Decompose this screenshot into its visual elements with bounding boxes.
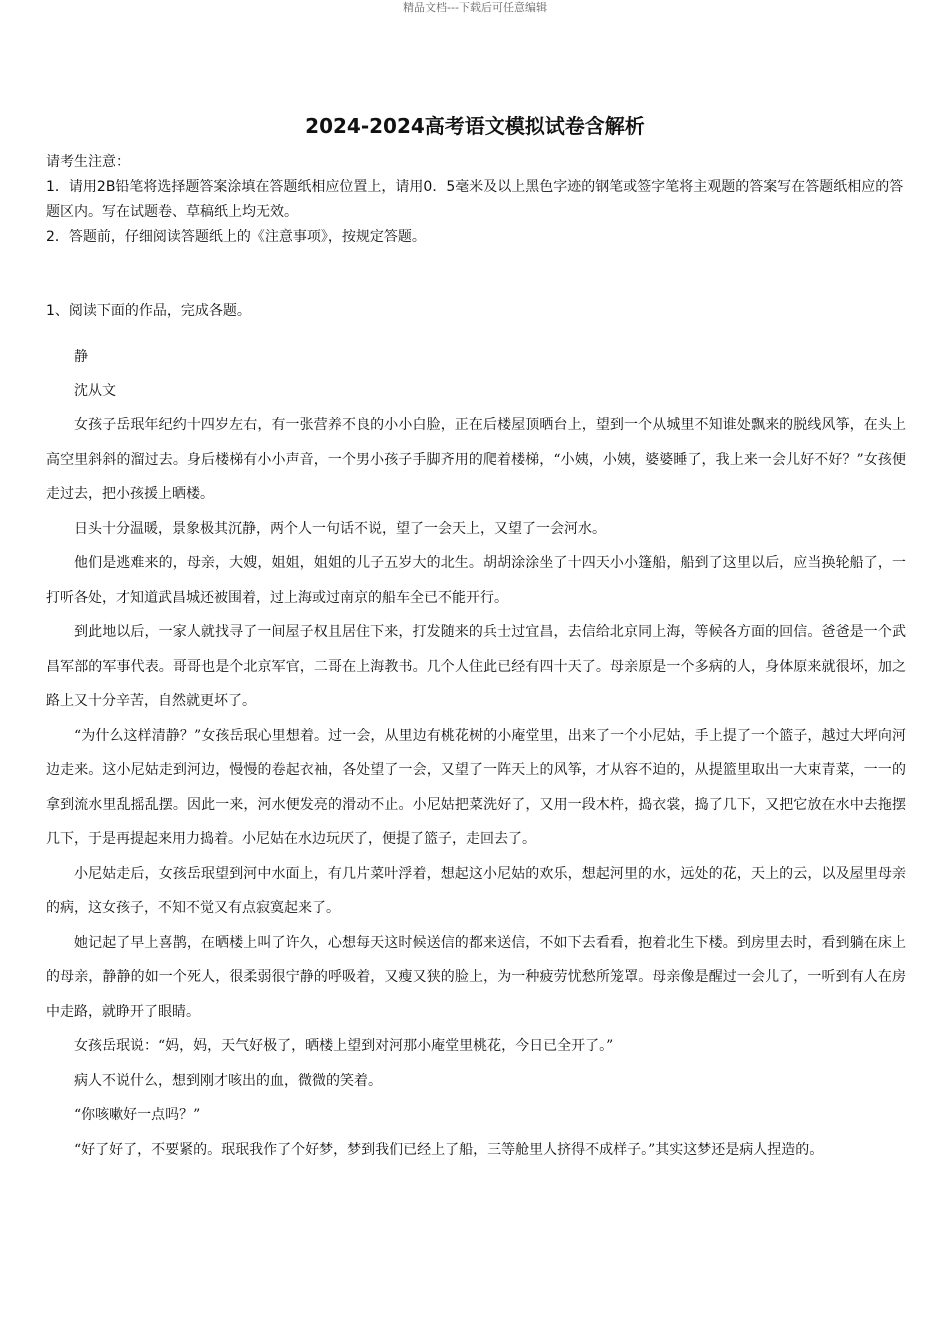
passage-paragraph: 到此地以后，一家人就找寻了一间屋子权且居住下来，打发随来的兵士过宜昌，去信给北京同上海，等候各方面的回信。爸爸是一个武昌军部的军事代表。哥哥也是个北京军官，二哥在上海教书。几个人住此已经有四十天了。母亲原是一个多病的人，身体原来就很坏，加之路上又十分辛苦，自然就更坏了。	[46, 624, 906, 709]
passage-paragraph: “你咳嗽好一点吗？”	[74, 1107, 201, 1123]
passage-paragraph: “为什么这样清静？”女孩岳珉心里想着。过一会，从里边有桃花树的小庵堂里，出来了一个小尼姑，手上提了一个篮子，越过大坪向河边走来。这小尼姑走到河边，慢慢的卷起衣袖，各处望了一会，又望了一阵天上的风筝，才从容不迫的，从提篮里取出一大束青菜，一一的拿到流水里乱摇乱摆。因此一来，河水便发亮的滑动不止。小尼姑把菜洗好了，又用一段木杵，捣衣裳，捣了几下，又把它放在水中去拖摆几下，于是再提起来用力捣着。小尼姑在水边玩厌了，便提了篮子，走回去了。	[46, 727, 906, 847]
page-title: 2024-2024高考语文模拟试卷含解析	[305, 114, 645, 138]
passage-paragraph: 她记起了早上喜鹊，在晒楼上叫了许久，心想每天这时候送信的都来送信，不如下去看看，抱着北生下楼。到房里去时，看到躺在床上的母亲，静静的如一个死人，很柔弱很宁静的呼吸着，又瘦又狭的脸上，为一种疲劳忧愁所笼罩。母亲像是醒过一会儿了，一听到有人在房中走路，就睁开了眼睛。	[46, 934, 906, 1020]
header-note: 精品文档---下载后可任意编辑	[403, 1, 547, 14]
passage-paragraph: 他们是逃难来的，母亲，大嫂，姐姐，姐姐的儿子五岁大的北生。胡胡涂涂坐了十四天小小篷船，船到了这里以后，应当换轮船了，一打听各处，才知道武昌城还被围着，过上海或过南京的船车全已不能开行。	[46, 555, 906, 606]
reading-passage	[46, 296, 906, 1167]
passage-paragraph: 女孩岳珉说：“妈，妈，天气好极了，晒楼上望到对河那小庵堂里桃花，今日已全开了。”	[74, 1038, 614, 1054]
work-title: 静	[74, 349, 88, 365]
passage-paragraph: 病人不说什么，想到刚才咳出的血，微微的笑着。	[74, 1072, 382, 1089]
notice-heading: 请考生注意：	[46, 154, 130, 170]
question-prompt: 1、阅读下面的作品，完成各题。	[46, 303, 251, 319]
exam-notice	[46, 150, 906, 250]
passage-paragraph: 小尼姑走后，女孩岳珉望到河中水面上，有几片菜叶浮着，想起这小尼姑的欢乐，想起河里的水，远处的花，天上的云，以及屋里母亲的病，这女孩子，不知不觉又有点寂寞起来了。	[46, 865, 906, 916]
passage-paragraph: 日头十分温暖，景象极其沉静，两个人一句话不说，望了一会天上，又望了一会河水。	[74, 520, 606, 537]
notice-item: 2．答题前，仔细阅读答题纸上的《注意事项》，按规定答题。	[46, 229, 426, 245]
passage-paragraph: “好了好了，不要紧的。珉珉我作了个好梦，梦到我们已经上了船，三等舱里人挤得不成样子。”其实这梦还是病人捏造的。	[74, 1141, 824, 1158]
notice-item: 1．请用2B铅笔将选择题答案涂填在答题纸相应位置上，请用0．5毫米及以上黑色字迹的钢笔或签字笔将主观题的答案写在答题纸相应的答题区内。写在试题卷、草稿纸上均无效。	[46, 179, 904, 220]
passage-paragraph: 女孩子岳珉年纪约十四岁左右，有一张营养不良的小小白脸，正在后楼屋顶晒台上，望到一个从城里不知谁处飘来的脱线风筝，在头上高空里斜斜的溜过去。身后楼梯有小小声音，一个男小孩子手脚齐用的爬着楼梯，“小姨，小姨，婆婆睡了，我上来一会儿好不好？”女孩便走过去，把小孩援上晒楼。	[46, 417, 906, 502]
author: 沈从文	[74, 383, 116, 399]
